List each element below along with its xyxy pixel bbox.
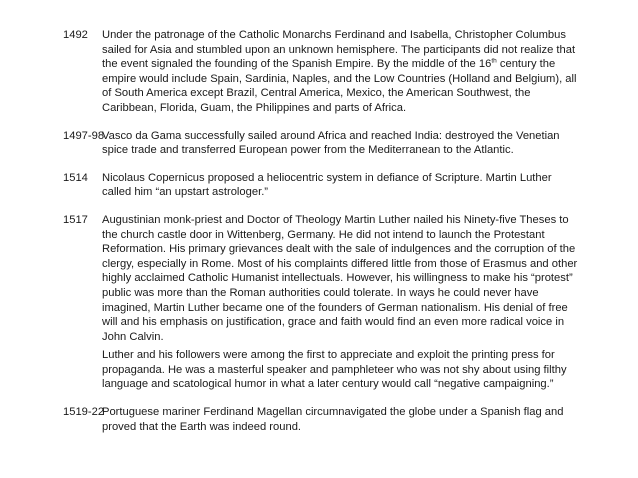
entry-paragraph: Nicolaus Copernicus proposed a heliocentric system in defiance of Scripture. Martin Luther called him “an upstart astrologer.” (102, 171, 552, 199)
entry-year: 1492 (63, 29, 88, 41)
paragraph-text-continued: century the empire would include Spain, Sardinia, Naples, and the Low Countries (Holland and Belgium), all of South America except Brazil, Central America, Mexico, the American Southwest, the Caribbean, Florida, Guam, the Philippines and parts of Africa. (102, 58, 577, 114)
timeline-entry-1517 (63, 213, 583, 392)
timeline (63, 28, 583, 447)
entry-content (102, 213, 583, 392)
timeline-entry-1519-22 (63, 405, 583, 434)
entry-paragraph (102, 28, 583, 116)
timeline-entry-1497-98 (63, 129, 583, 158)
entry-year: 1519-22 (63, 406, 105, 419)
entry-content (102, 171, 583, 200)
entry-year: 1497-98 (63, 129, 105, 142)
ordinal-suffix: th (491, 57, 497, 65)
entry-year: 1514 (63, 171, 88, 184)
entry-paragraph: Portuguese mariner Ferdinand Magellan circumnavigated the globe under a Spanish flag and proved that the Earth was indeed round. (102, 406, 564, 433)
entry-content (102, 405, 583, 434)
entry-paragraph: Augustinian monk-priest and Doctor of Theology Martin Luther nailed his Ninety-five Theses to the church castle door in Wittenberg, Germany. He did not intend to launch the Protestant Reformation. His primary grievances dealt with the sale of indulgences and the corruption of the clergy, especially in Rome. Most of his complaints differed little from those of Erasmus and other highly acclaimed Catholic Humanist intellectuals. However, his willingness to make his “protest” public was more than the Roman authorities could tolerate. In ways he could never have imagined, Martin Luther became one of the founders of German nationalism. His denial of free will and his emphasis on justification, grace and faith would find an even more radical voice in John Calvin. (102, 213, 578, 343)
entry-content (102, 129, 583, 158)
entry-paragraph: Vasco da Gama successfully sailed around Africa and reached India: destroyed the Venetian spice trade and transferred European power from the Mediterranean to the Atlantic. (102, 129, 560, 157)
entry-year: 1517 (63, 213, 88, 226)
timeline-entry-1514 (63, 171, 583, 200)
entry-paragraph: Luther and his followers were among the first to appreciate and exploit the printing press for propaganda. He was a masterful speaker and pamphleteer who was not shy about using filthy language and scatological humor in what a later century would call “negative campaigning.” (102, 349, 567, 391)
entry-content (102, 28, 583, 116)
paragraph-text: Under the patronage of the Catholic Monarchs Ferdinand and Isabella, Christopher Columbus sailed for Asia and stumbled upon an unknown hemisphere. The participants did not realize that the event signaled the founding of the Spanish Empire. By the middle of the 16 (102, 29, 576, 71)
timeline-entry-1492 (63, 28, 583, 116)
